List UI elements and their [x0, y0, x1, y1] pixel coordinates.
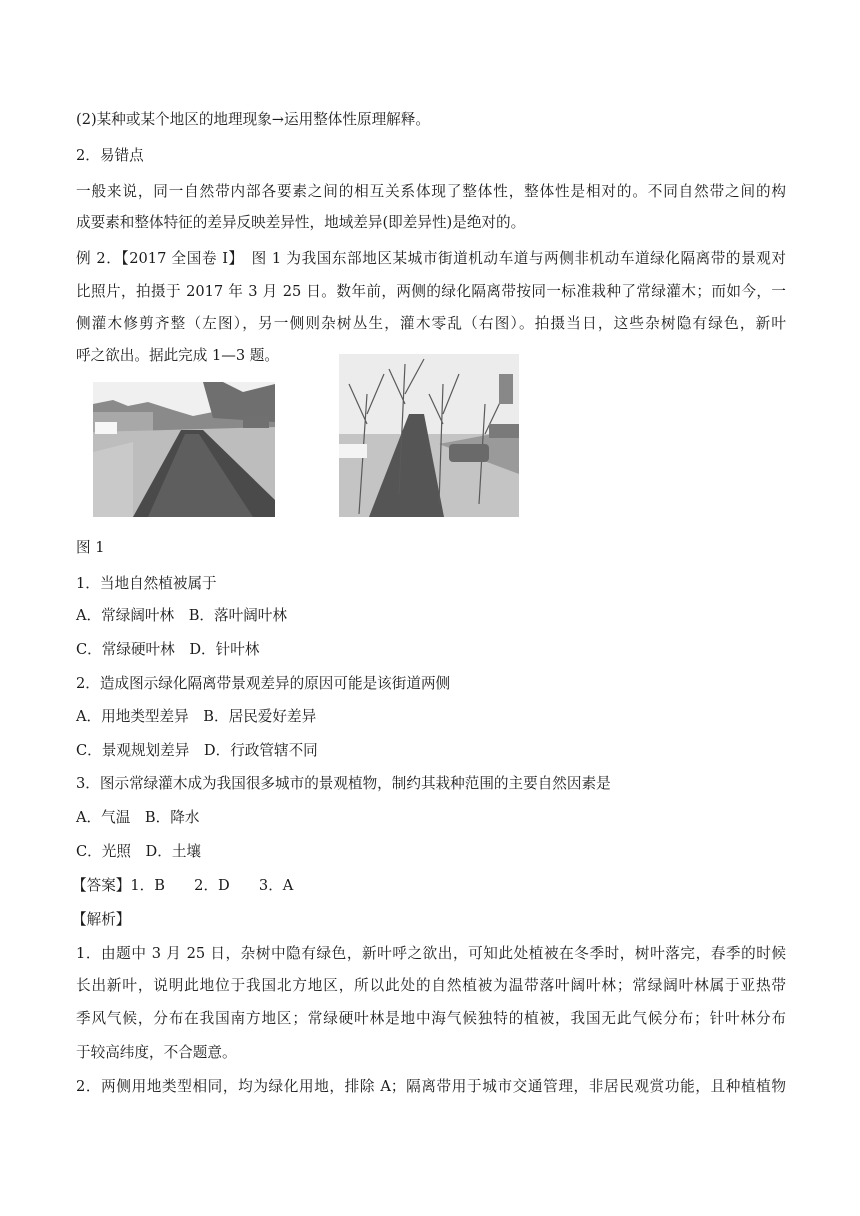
photo-right-overgrown-trees	[339, 354, 519, 517]
options-1b: C．常绿硬叶林 D．针叶林	[76, 641, 260, 658]
answer-line: 【答案】1．B 2．D 3．A	[72, 877, 294, 894]
photo-left-trimmed-hedge	[93, 382, 275, 517]
example-heading: 例 2．【2017 全国卷 I】 图 1 为我国东部地区某城市街道机动车道与两侧非机动车道绿化隔离带的景观对	[76, 250, 786, 267]
options-3a: A．气温 B．降水	[76, 809, 200, 826]
question-1: 1．当地自然植被属于	[76, 575, 217, 592]
text-line: 成要素和整体特征的差异反映差异性，地域差异(即差异性)是绝对的。	[76, 214, 526, 231]
text-line: 一般来说，同一自然带内部各要素之间的相互关系体现了整体性，整体性是相对的。不同自然带之间的构	[76, 183, 786, 200]
options-3b: C．光照 D．土壤	[76, 843, 202, 860]
analysis-text: 季风气候，分布在我国南方地区；常绿硬叶林是地中海气候独特的植被，我国无此气候分布；针叶林分布	[76, 1010, 786, 1027]
text-line: 比照片，拍摄于 2017 年 3 月 25 日。数年前，两侧的绿化隔离带按同一标准栽种了常绿灌木；而如今，一	[76, 283, 786, 300]
text-line: 呼之欲出。据此完成 1—3 题。	[76, 347, 279, 364]
figure-caption: 图 1	[76, 539, 105, 556]
analysis-text: 1．由题中 3 月 25 日，杂树中隐有绿色，新叶呼之欲出，可知此处植被在冬季时，树叶落完，春季的时候	[76, 945, 786, 962]
question-2: 2．造成图示绿化隔离带景观差异的原因可能是该街道两侧	[76, 675, 451, 692]
options-2a: A．用地类型差异 B．居民爱好差异	[76, 708, 317, 725]
options-1a: A．常绿阔叶林 B．落叶阔叶林	[76, 607, 287, 624]
analysis-text: 于较高纬度，不合题意。	[76, 1044, 237, 1061]
text-line: (2)某种或某个地区的地理现象→运用整体性原理解释。	[76, 111, 430, 128]
section-heading: 2．易错点	[76, 147, 144, 164]
options-2b: C．景观规划差异 D．行政管辖不同	[76, 742, 318, 759]
question-3: 3．图示常绿灌木成为我国很多城市的景观植物，制约其栽种范围的主要自然因素是	[76, 775, 611, 792]
analysis-text: 2．两侧用地类型相同，均为绿化用地，排除 A；隔离带用于城市交通管理，非居民观赏功能，且种植植物	[76, 1078, 786, 1095]
text-line: 侧灌木修剪齐整（左图），另一侧则杂树丛生，灌木零乱（右图）。拍摄当日，这些杂树隐有绿色，新叶	[76, 315, 786, 332]
analysis-text: 长出新叶，说明此地位于我国北方地区，所以此处的自然植被为温带落叶阔叶林；常绿阔叶林属于亚热带	[76, 977, 786, 994]
analysis-heading: 【解析】	[72, 911, 131, 928]
